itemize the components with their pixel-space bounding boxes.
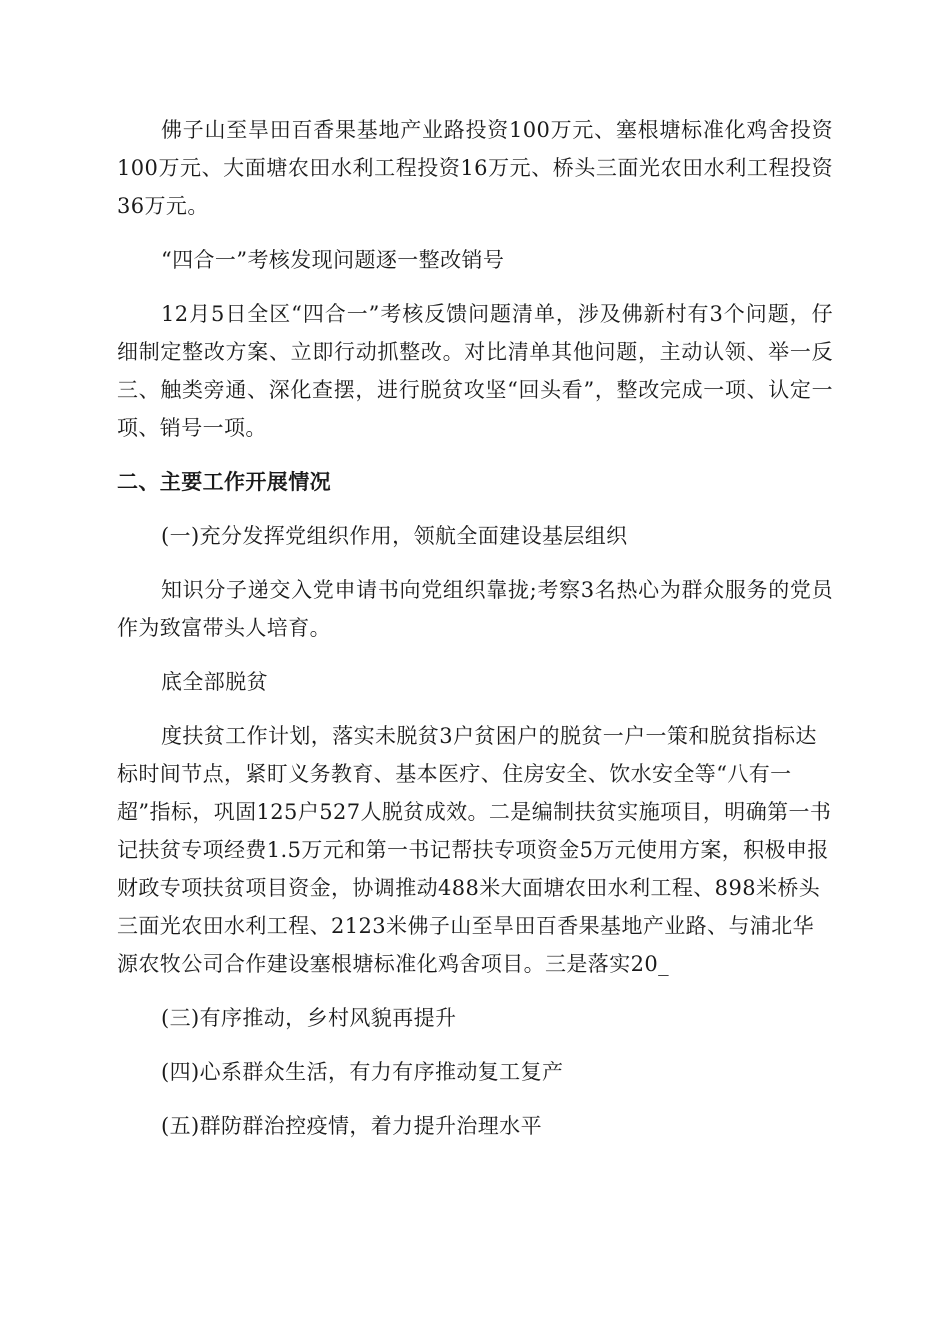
paragraph-poverty-plan: 度扶贫工作计划，落实未脱贫3户贫困户的脱贫一户一策和脱贫指标达标时间节点，紧盯义务教育、基本医疗、住房安全、饮水安全等“八有一超”指标，巩固125户527人脱贫成效。二是编制扶贫实施项目，明确第一书记扶贫专项经费1.5万元和第一书记帮扶专项资金5万元使用方案，积极申报财政专项扶贫项目资金，协调推动488米大面塘农田水利工程、898米桥头三面光农田水利工程、2123米佛子山至旱田百香果基地产业路、与浦北华源农牧公司合作建设塞根塘标准化鸡舍项目。三是落实20_ xyxy=(117,724,832,976)
paragraph-poverty-exit: 底全部脱贫 xyxy=(161,670,268,694)
paragraph-rectification-title: “四合一”考核发现问题逐一整改销号 xyxy=(161,248,505,272)
paragraph-rectification: 12月5日全区“四合一”考核反馈问题清单，涉及佛新村有3个问题，仔细制定整改方案、立即行动抓整改。对比清单其他问题，主动认领、举一反三、触类旁通、深化查摆，进行脱贫攻坚“回头看”，整改完成一项、认定一项、销号一项。 xyxy=(117,302,833,440)
paragraph-party-members: 知识分子递交入党申请书向党组织靠拢;考察3名热心为群众服务的党员作为致富带头人培育。 xyxy=(117,578,833,640)
subheading-resume-work: (四)心系群众生活，有力有序推动复工复产 xyxy=(161,1060,564,1084)
section-heading-main-work: 二、主要工作开展情况 xyxy=(117,469,331,494)
document-body xyxy=(117,111,833,1161)
paragraph-investment: 佛子山至旱田百香果基地产业路投资100万元、塞根塘标准化鸡舍投资100万元、大面塘农田水利工程投资16万元、桥头三面光农田水利工程投资36万元。 xyxy=(117,118,833,218)
subheading-epidemic-control: (五)群防群治控疫情，着力提升治理水平 xyxy=(161,1114,542,1138)
subheading-village-appearance: (三)有序推动，乡村风貌再提升 xyxy=(161,1006,457,1030)
subheading-party-organization: (一)充分发挥党组织作用，领航全面建设基层组织 xyxy=(161,524,628,548)
